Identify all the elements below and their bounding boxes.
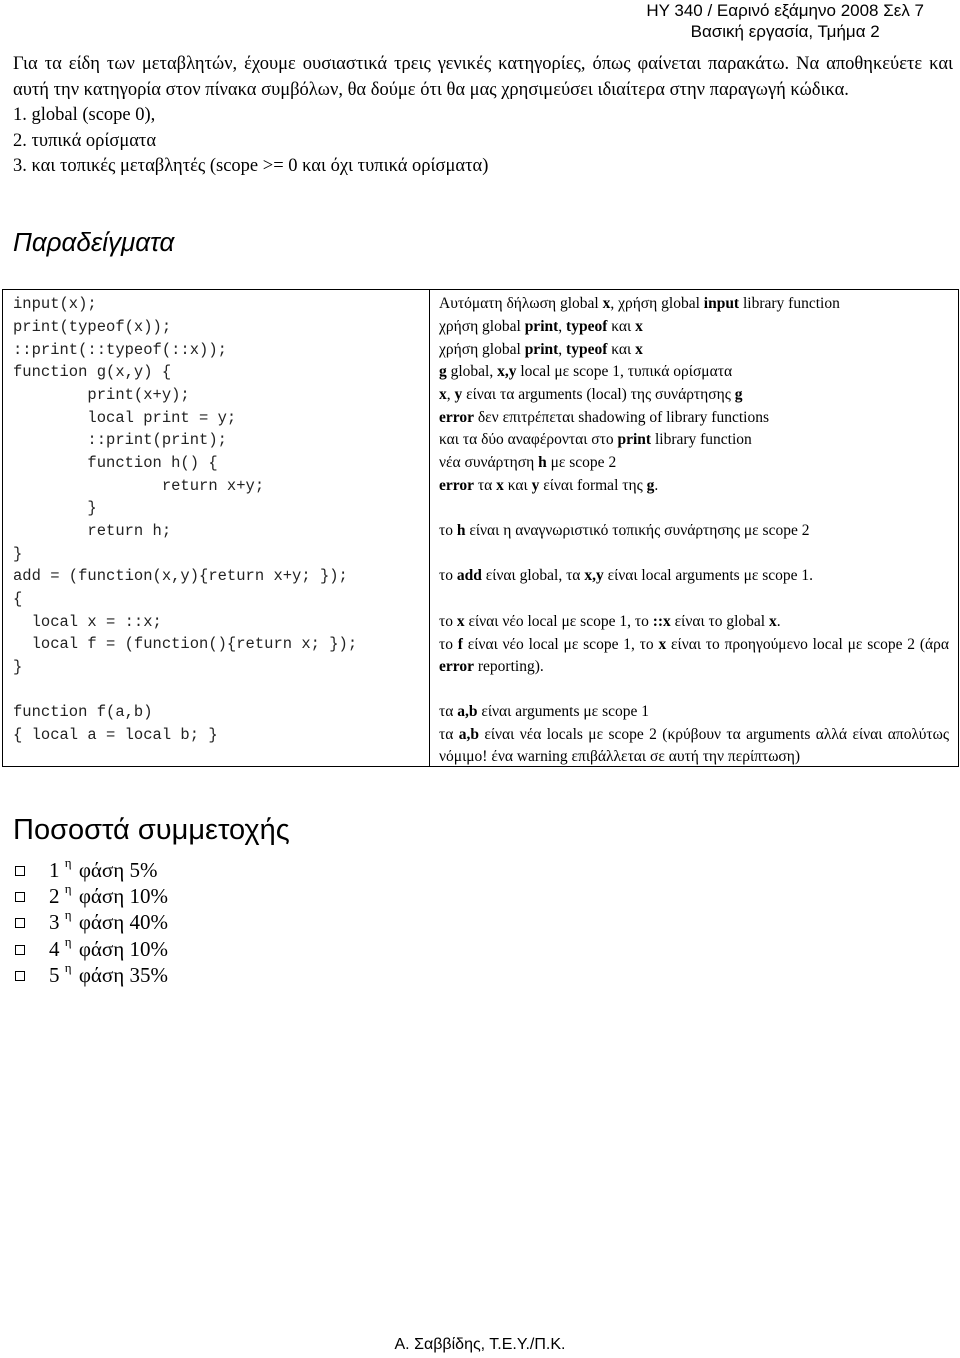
phase-text: φάση 40% [78, 910, 168, 935]
checkbox-bullet-icon [15, 866, 25, 876]
code-line: local f = (function(){return x; }); [13, 635, 358, 653]
note-line: x, y είναι τα arguments (local) της συνάρτησης g [439, 386, 743, 403]
phase-ordinal: η [64, 959, 72, 975]
examples-table [2, 289, 959, 767]
phase-ordinal: η [64, 881, 72, 897]
code-line: } [13, 499, 97, 517]
list-item [13, 883, 168, 909]
phase-text: φάση 10% [78, 884, 168, 909]
column-divider [429, 290, 430, 766]
code-line: print(x+y); [13, 386, 190, 404]
participation-heading: Ποσοστά συμμετοχής [13, 814, 290, 846]
note-line: χρήση global print, typeof και x [439, 318, 643, 335]
note-line: και τα δύο αναφέρονται στο print library function [439, 431, 752, 448]
note-line: το x είναι νέο local με scope 1, το ::x είναι το global x. [439, 613, 781, 630]
code-line: { local a = local b; } [13, 726, 218, 744]
note-line: νέα συνάρτηση h με scope 2 [439, 454, 617, 471]
code-line: input(x); [13, 295, 97, 313]
code-line: return h; [13, 522, 172, 540]
list-item [13, 909, 168, 935]
code-line: } [13, 658, 23, 676]
code-line: local x = ::x; [13, 613, 162, 631]
checkbox-bullet-icon [15, 918, 25, 928]
code-line: return x+y; [13, 477, 265, 495]
phase-number: 3 [49, 910, 60, 935]
list-item [13, 959, 168, 988]
checkbox-bullet-icon [15, 971, 25, 981]
code-line: { [13, 590, 23, 608]
checkbox-bullet-icon [15, 892, 25, 902]
code-line: function g(x,y) { [13, 363, 172, 381]
code-line: function h() { [13, 454, 218, 472]
phase-number: 2 [49, 884, 60, 909]
header-course-line: ΗΥ 340 / Εαρινό εξάμηνο 2008 Σελ 7 [646, 1, 924, 20]
phase-text: φάση 5% [78, 858, 158, 882]
phase-ordinal: η [64, 933, 72, 949]
note-line: error τα x και y είναι formal της g. [439, 477, 659, 494]
checkbox-bullet-icon [15, 945, 25, 955]
code-line: ::print(::typeof(::x)); [13, 341, 227, 359]
code-line: print(typeof(x)); [13, 318, 172, 336]
phase-ordinal: η [64, 855, 72, 870]
page-footer: Α. Σαββίδης, Τ.Ε.Υ./Π.Κ. [394, 1336, 566, 1353]
examples-heading: Παραδείγματα [13, 227, 175, 257]
code-line: } [13, 545, 23, 563]
code-line: ::print(print); [13, 431, 227, 449]
note-line: το h είναι η αναγνωριστικό τοπικής συνάρτησης με scope 2 [439, 522, 810, 539]
code-line: function f(a,b) [13, 703, 153, 721]
phase-ordinal: η [64, 907, 72, 923]
note-line: g global, x,y local με scope 1, τυπικά ορίσματα [439, 363, 733, 380]
code-line: add = (function(x,y){return x+y; }); [13, 567, 348, 585]
note-line: error δεν επιτρέπεται shadowing of library functions [439, 409, 769, 426]
note-line: το f είναι νέο local με scope 1, το x είναι το προηγούμενο local με scope 2 (άρα error reporting). [439, 636, 949, 675]
intro-item-3: 3. και τοπικές μεταβλητές (scope >= 0 και όχι τυπικά ορίσματα) [13, 156, 489, 176]
intro-item-2: 2. τυπικά ορίσματα [13, 130, 157, 151]
list-item [13, 933, 168, 962]
participation-list [13, 857, 168, 988]
code-line: local print = y; [13, 409, 237, 427]
page-header [646, 0, 924, 42]
intro-item-1: 1. global (scope 0), [13, 105, 156, 125]
phase-text: φάση 35% [78, 962, 168, 987]
phase-number: 1 [49, 858, 60, 882]
intro-paragraph: Για τα είδη των μεταβλητών, έχουμε ουσιαστικά τρεις γενικές κατηγορίες, όπως φαίνεται παρακάτω. Να αποθηκεύετε και αυτή την κατηγορία στον πίνακα συμβόλων, θα δούμε ότι θα μας χρησιμεύσει ιδιαίτερα στην παραγωγή κώδικα. [13, 54, 953, 100]
phase-number: 4 [49, 936, 60, 961]
note-line: τα a,b είναι arguments με scope 1 [439, 703, 649, 720]
phase-number: 5 [49, 962, 60, 987]
header-assignment-line: Βασική εργασία, Τμήμα 2 [690, 22, 880, 41]
phase-text: φάση 10% [78, 936, 168, 961]
note-line: το add είναι global, τα x,y είναι local arguments με scope 1. [439, 567, 814, 584]
note-line: τα a,b είναι νέα locals με scope 2 (κρύβουν τα arguments αλλά είναι απολύτως νόμιμο! ένα warning επιβάλλεται σε αυτή την περίπτωση) [439, 726, 949, 765]
note-line: χρήση global print, typeof και x [439, 341, 643, 358]
list-item [13, 857, 168, 883]
note-line: Αυτόματη δήλωση global x, χρήση global input library function [439, 295, 840, 312]
intro-section [13, 52, 953, 180]
